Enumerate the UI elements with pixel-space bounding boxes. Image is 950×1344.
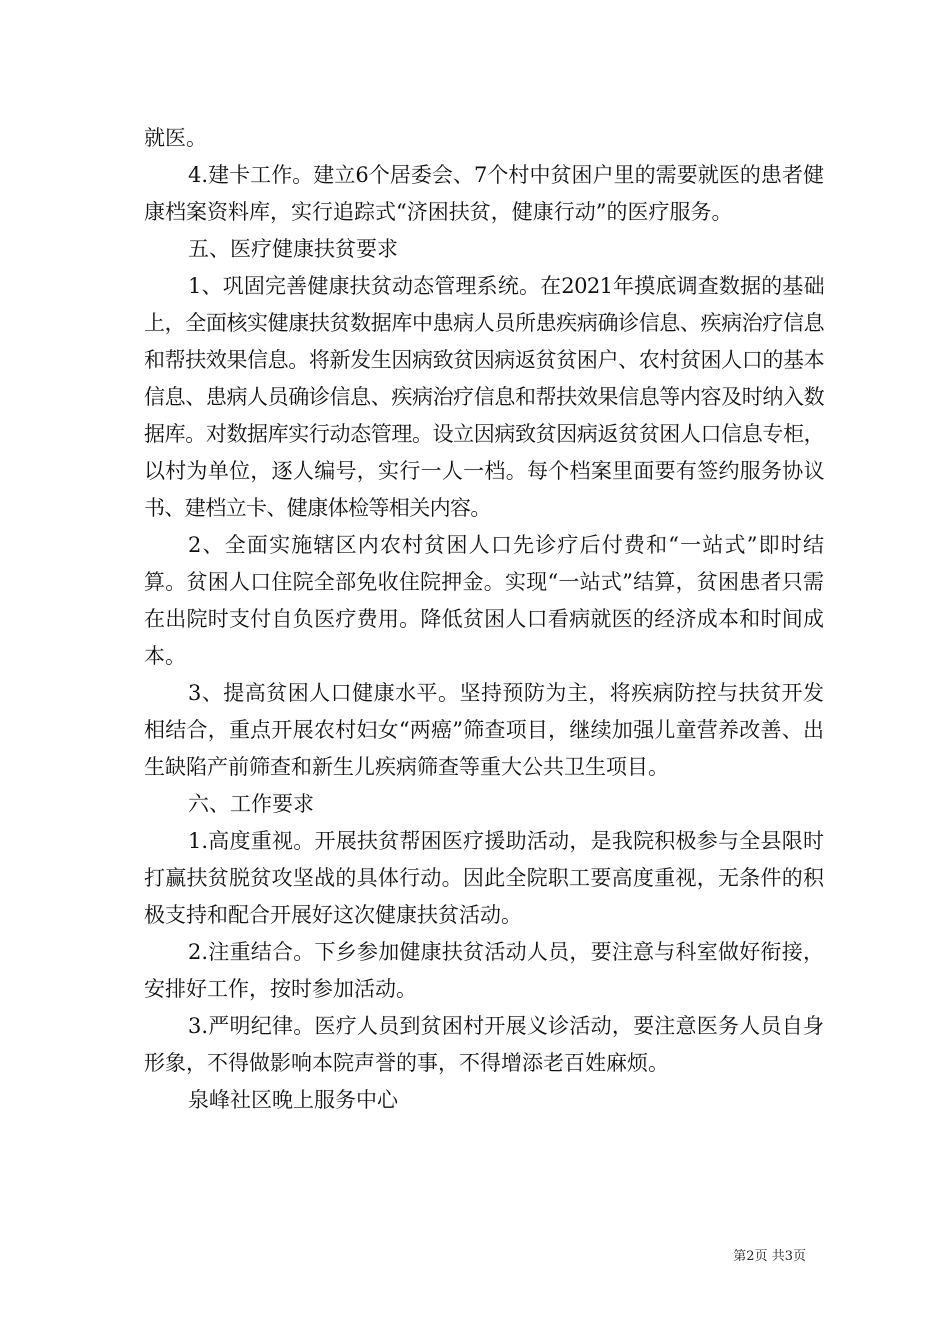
paragraph-work-1: 1.高度重视。开展扶贫帮困医疗援助活动，是我院积极参与全县限时打赢扶贫脱贫攻坚战的具体行动。因此全院职工要高度重视，无条件的积极支持和配合开展好这次健康扶贫活动。: [144, 829, 824, 927]
footer-total-pages: 3: [784, 1249, 793, 1264]
paragraph-requirement-1: 1、巩固完善健康扶贫动态管理系统。在2021年摸底调查数据的基础上，全面核实健康扶贫数据库中患病人员所患疾病确诊信息、疾病治疗信息和帮扶效果信息。将新发生因病致贫因病返贫贫困户、农村贫困人口的基本信息、患病人员确诊信息、疾病治疗信息和帮扶效果信息等内容及时纳入数据库。对数据库实行动态管理。设立因病致贫因病返贫贫困人口信息专柜，以村为单位，逐人编号，实行一人一档。每个档案里面要有签约服务协议书、建档立卡、健康体检等相关内容。: [144, 274, 824, 520]
section-heading-6: 六、工作要求: [188, 792, 314, 816]
footer-prefix: 第: [733, 1249, 747, 1264]
page-number-footer: [733, 1245, 806, 1264]
paragraph-work-2: 2.注重结合。下乡参加健康扶贫活动人员，要注意与科室做好衔接，安排好工作，按时参加活动。: [144, 940, 824, 1001]
paragraph-requirement-3: 3、提高贫困人口健康水平。坚持预防为主，将疾病防控与扶贫开发相结合，重点开展农村妇女“两癌”筛查项目，继续加强儿童营养改善、出生缺陷产前筛查和新生儿疾病筛查等重大公共卫生项目。: [144, 681, 824, 779]
document-body: [144, 120, 824, 1119]
paragraph-card-work: 4.建卡工作。建立6个居委会、7个村中贫困户里的需要就医的患者健康档案资料库，实行追踪式“济困扶贫，健康行动”的医疗服务。: [144, 163, 824, 224]
signature-line: 泉峰社区晚上服务中心: [188, 1088, 398, 1112]
footer-suffix: 页: [792, 1249, 806, 1264]
section-heading-5: 五、医疗健康扶贫要求: [188, 237, 398, 261]
paragraph-continuation: 就医。: [144, 126, 207, 150]
footer-current-page: 2: [746, 1249, 755, 1264]
paragraph-requirement-2: 2、全面实施辖区内农村贫困人口先诊疗后付费和“一站式”即时结算。贫困人口住院全部免收住院押金。实现“一站式”结算，贫困患者只需在出院时支付自负医疗费用。降低贫困人口看病就医的经济成本和时间成本。: [144, 533, 824, 668]
footer-middle: 页 共: [754, 1249, 785, 1264]
paragraph-work-3: 3.严明纪律。医疗人员到贫困村开展义诊活动，要注意医务人员自身形象，不得做影响本院声誉的事，不得增添老百姓麻烦。: [144, 1014, 824, 1075]
